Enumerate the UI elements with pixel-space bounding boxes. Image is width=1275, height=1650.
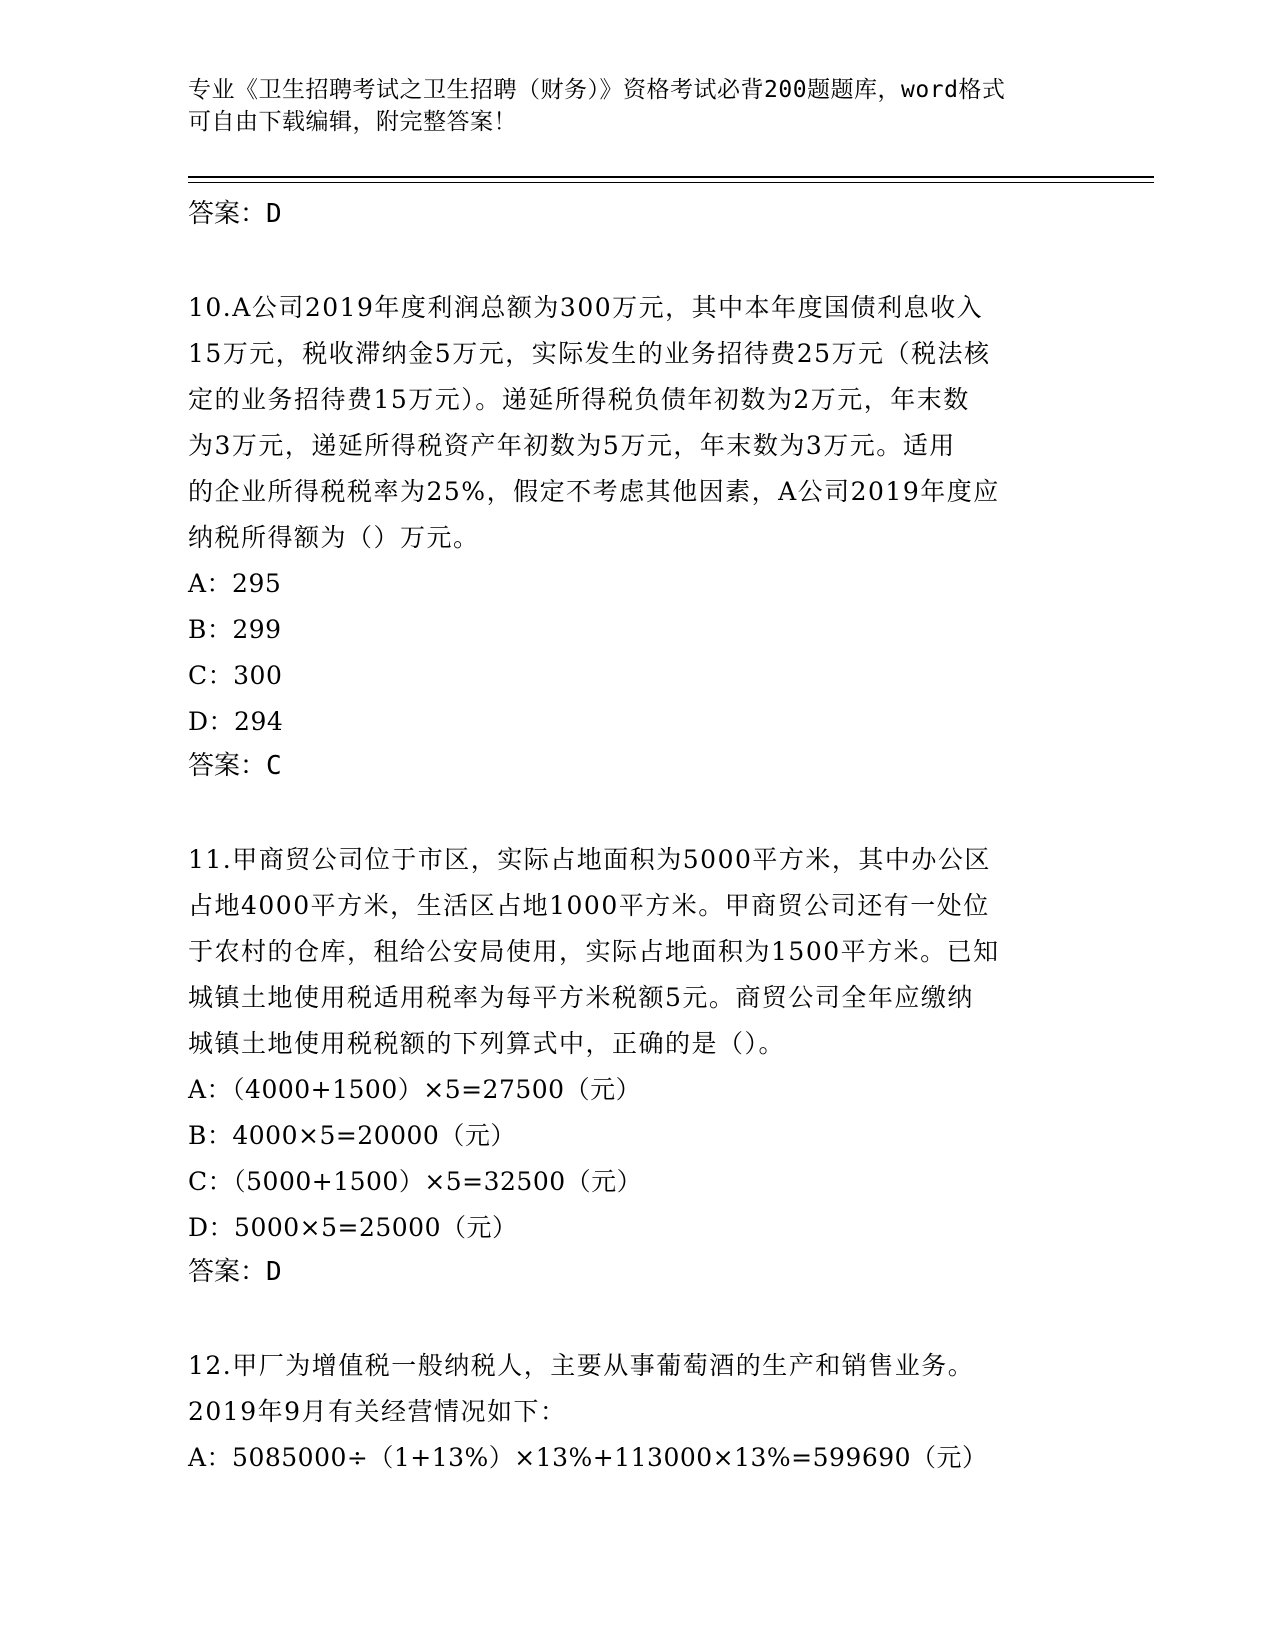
question-11-option-c: C：（5000+1500）×5=32500（元） [188, 1167, 643, 1196]
question-10-option-b: B：299 [188, 615, 282, 644]
question-11-line: 城镇土地使用税税额的下列算式中，正确的是（）。 [188, 1029, 786, 1058]
question-10-line: 10.A公司2019年度利润总额为300万元，其中本年度国债利息收入 [188, 293, 984, 322]
question-11-option-b: B：4000×5=20000（元） [188, 1121, 516, 1150]
question-10-line: 为3万元，递延所得税资产年初数为5万元，年末数为3万元。适用 [188, 431, 956, 460]
question-10-line: 15万元，税收滞纳金5万元，实际发生的业务招待费25万元（税法核 [188, 339, 991, 368]
spacer [188, 235, 1088, 285]
question-10 [188, 285, 1088, 787]
question-11 [188, 837, 1088, 1293]
question-11-line: 占地4000平方米，生活区占地1000平方米。甲商贸公司还有一处位 [188, 891, 990, 920]
question-11-line: 于农村的仓库，租给公安局使用，实际占地面积为1500平方米。已知 [188, 937, 1000, 966]
question-10-line: 纳税所得额为（）万元。 [188, 523, 480, 552]
question-11-option-a: A：（4000+1500）×5=27500（元） [188, 1075, 642, 1104]
question-11-option-d: D：5000×5=25000（元） [188, 1213, 518, 1242]
question-11-answer: 答案：D [188, 1257, 282, 1287]
question-10-answer: 答案：C [188, 751, 282, 781]
question-10-line: 定的业务招待费15万元）。递延所得税负债年初数为2万元，年末数 [188, 385, 970, 414]
question-10-option-a: A：295 [188, 569, 282, 598]
question-10-line: 的企业所得税税率为25%，假定不考虑其他因素，A公司2019年度应 [188, 477, 1000, 506]
question-12-line: 12.甲厂为增值税一般纳税人，主要从事葡萄酒的生产和销售业务。 [188, 1351, 975, 1380]
document-header [188, 74, 1088, 138]
question-11-line: 城镇土地使用税适用税率为每平方米税额5元。商贸公司全年应缴纳 [188, 983, 974, 1012]
question-11-line: 11.甲商贸公司位于市区，实际占地面积为5000平方米，其中办公区 [188, 845, 991, 874]
question-10-option-d: D：294 [188, 707, 284, 736]
question-12 [188, 1343, 1088, 1481]
question-10-option-c: C：300 [188, 661, 283, 690]
header-rule-thin [188, 182, 1154, 183]
answer-prev: 答案：D [188, 199, 282, 229]
spacer [188, 1293, 1088, 1343]
header-line-1: 专业《卫生招聘考试之卫生招聘（财务）》资格考试必背200题题库，word格式 [188, 77, 1006, 103]
header-rule-thick [188, 176, 1154, 178]
spacer [188, 787, 1088, 837]
question-12-option-a: A：5085000÷（1+13%）×13%+113000×13%=599690（元） [188, 1443, 988, 1472]
question-12-line: 2019年9月有关经营情况如下： [188, 1397, 567, 1426]
document-body [188, 193, 1088, 1481]
header-line-2: 可自由下载编辑，附完整答案！ [188, 109, 517, 135]
